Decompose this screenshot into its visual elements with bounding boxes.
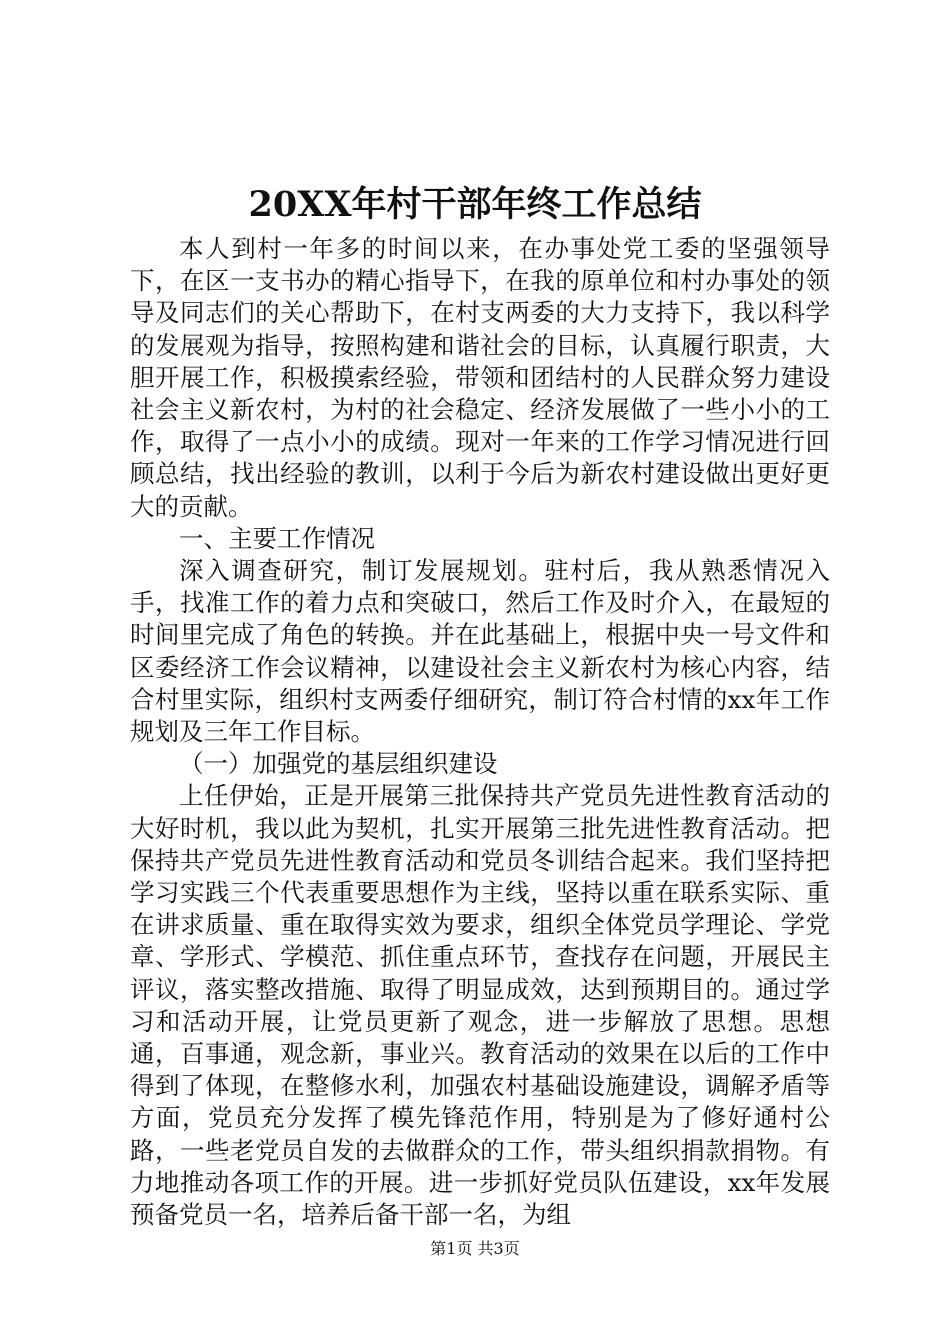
paragraph-intro: 本人到村一年多的时间以来，在办事处党工委的坚强领导下，在区一支书办的精心指导下，在我的原单位和村办事处的领导及同志们的关心帮助下，在村支两委的大力支持下，我以科学的发展观为指导，按照构建和谐社会的目标，认真履行职责，大胆开展工作，积极摸索经验，带领和团结村的人民群众努力建设社会主义新农村，为村的社会稳定、经济发展做了一些小小的工作，取得了一点小小的成绩。现对一年来的工作学习情况进行回顾总结，找出经验的教训，以利于今后为新农村建设做出更好更大的贡献。 [130, 234, 830, 521]
section-heading-main-work: 一、主要工作情况 [179, 523, 375, 553]
subsection-heading-party-building: （一）加强党的基层组织建设 [179, 749, 498, 779]
page-number: 第1页 共3页 [430, 1239, 520, 1258]
paragraph-planning: 深入调查研究，制订发展规划。驻村后，我从熟悉情况入手，找准工作的着力点和突破口，然后工作及时介入，在最短的时间里完成了角色的转换。并在此基础上，根据中央一号文件和区委经济工作会议精神，以建设社会主义新农村为核心内容，结合村里实际，组织村支两委仔细研究，制订符合村情的xx年工作规划及三年工作目标。 [130, 556, 830, 747]
paragraph-party-building: 上任伊始，正是开展第三批保持共产党员先进性教育活动的大好时机，我以此为契机，扎实开展第三批先进性教育活动。把保持共产党员先进性教育活动和党员冬训结合起来。我们坚持把学习实践三个代表重要思想作为主线，坚持以重在联系实际、重在讲求质量、重在取得实效为要求，组织全体党员学理论、学党章、学形式、学模范、抓住重点环节，查找存在问题，开展民主评议，落实整改措施、取得了明显成效，达到预期目的。通过学习和活动开展，让党员更新了观念，进一步解放了思想。思想通，百事通，观念新，事业兴。教育活动的效果在以后的工作中得到了体现，在整修水利，加强农村基础设施建设，调解矛盾等方面，党员充分发挥了模先锋范作用，特别是为了修好通村公路，一些老党员自发的去做群众的工作，带头组织捐款捐物。有力地推动各项工作的开展。进一步抓好党员队伍建设，xx年发展预备党员一名，培养后备干部一名，为组 [130, 781, 830, 1230]
document-body [130, 233, 830, 1231]
document-title: 20XX年村干部年终工作总结 [248, 184, 702, 225]
